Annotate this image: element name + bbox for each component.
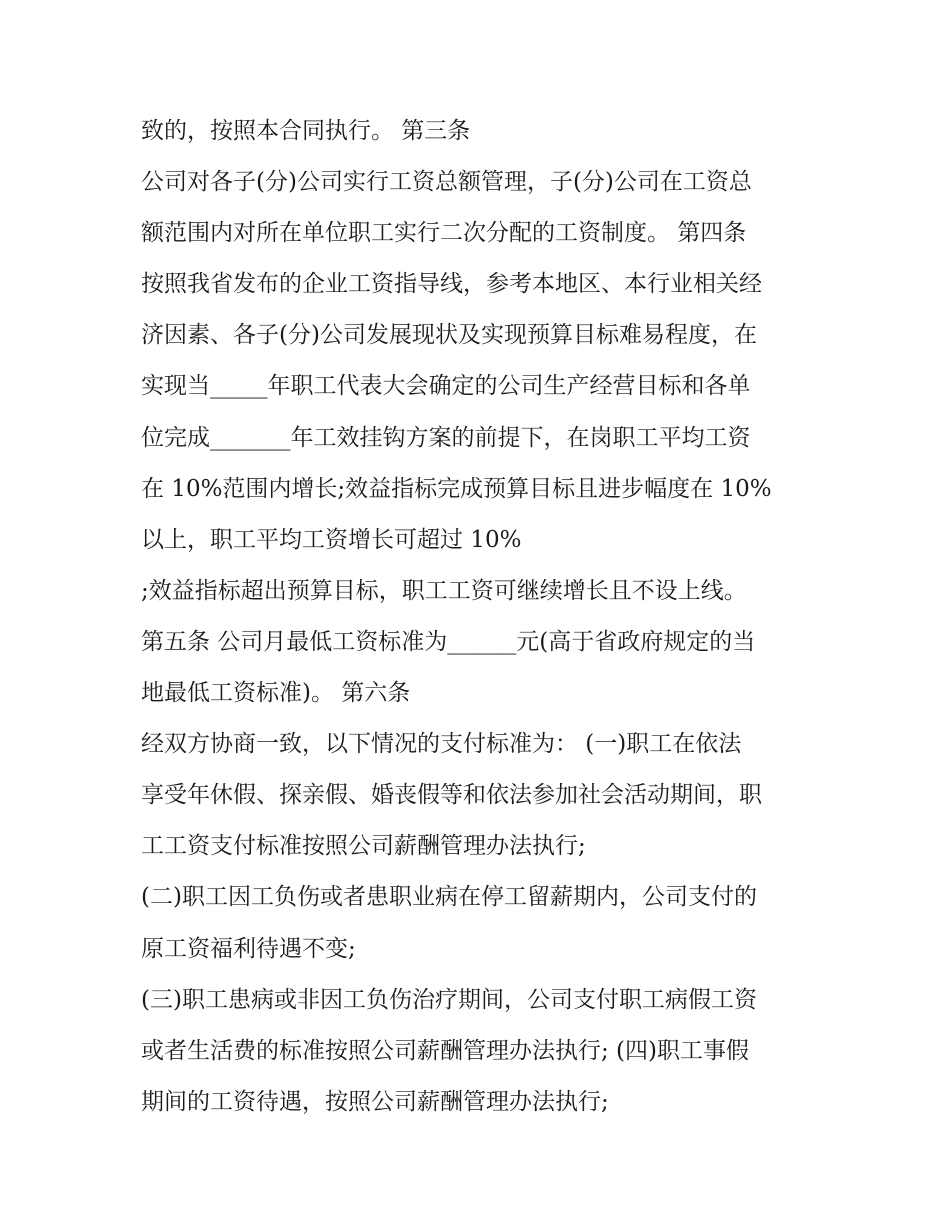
text-line-18: (三)职工患病或非因工负伤治疗期间，公司支付职工病假工资	[141, 986, 757, 1013]
text-line-20: 期间的工资待遇，按照公司薪酬管理办法执行;	[141, 1088, 609, 1115]
text-line-9: 以上，职工平均工资增长可超过 10%	[141, 526, 522, 553]
text-line-13: 经双方协商一致，以下情况的支付标准为： (一)职工在依法	[141, 731, 742, 758]
text-line-12: 地最低工资标准)。 第六条	[141, 680, 411, 707]
text-line-17: 原工资福利待遇不变;	[141, 935, 356, 962]
text-line-3: 额范围内对所在单位职工实行二次分配的工资制度。 第四条	[141, 220, 747, 247]
text-line-8: 在 10%范围内增长;效益指标完成预算目标且进步幅度在 10%	[141, 475, 772, 502]
text-line-15: 工工资支付标准按照公司薪酬管理办法执行;	[141, 833, 586, 860]
text-line-5: 济因素、各子(分)公司发展现状及实现预算目标难易程度，在	[141, 322, 757, 349]
text-line-11: 第五条 公司月最低工资标准为______元(高于省政府规定的当	[141, 628, 756, 655]
text-line-2: 公司对各子(分)公司实行工资总额管理，子(分)公司在工资总	[141, 169, 752, 196]
text-line-7: 位完成_______年工效挂钩方案的前提下，在岗职工平均工资	[141, 424, 751, 451]
text-line-16: (二)职工因工负伤或者患职业病在停工留薪期内，公司支付的	[141, 884, 757, 911]
text-line-1: 致的，按照本合同执行。 第三条	[141, 118, 471, 144]
text-line-10: ;效益指标超出预算目标，职工工资可继续增长且不设上线。	[141, 577, 747, 604]
text-line-6: 实现当_____年职工代表大会确定的公司生产经营目标和各单	[141, 373, 751, 400]
text-line-19: 或者生活费的标准按照公司薪酬管理办法执行; (四)职工事假	[141, 1037, 750, 1064]
text-line-4: 按照我省发布的企业工资指导线，参考本地区、本行业相关经	[141, 271, 762, 298]
contract-text	[141, 106, 831, 1128]
text-line-14: 享受年休假、探亲假、婚丧假等和依法参加社会活动期间，职	[141, 782, 762, 809]
